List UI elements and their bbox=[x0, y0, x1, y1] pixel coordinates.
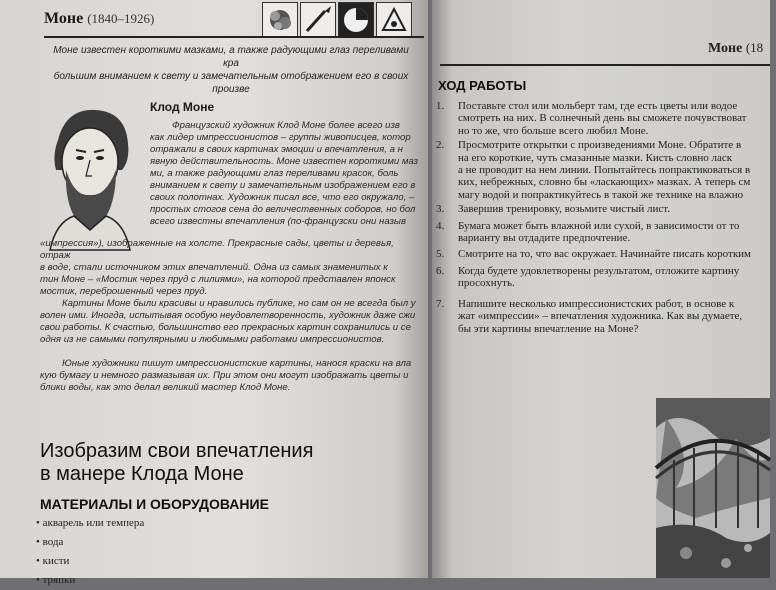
bio-line: свои работы. К счастью, большинство его прекрасных картин сохранились и се bbox=[40, 322, 411, 333]
intro-line: Моне известен короткими мазками, а также радующими глаз переливами кра bbox=[53, 45, 409, 69]
step-line: Напишите несколько импрессионистских работ, в основе к bbox=[458, 297, 735, 310]
right-header-rule bbox=[440, 64, 770, 66]
bio-line: Картины Моне были красивы и нравились публике, но сам он не всегда был у bbox=[62, 298, 416, 309]
section-heading-impressions bbox=[40, 440, 420, 486]
left-header-rule bbox=[44, 36, 424, 38]
step-number: 1. bbox=[436, 100, 445, 112]
step-item bbox=[436, 248, 776, 260]
step-line: просохнуть. bbox=[458, 277, 515, 290]
monet-bridge-painting-image bbox=[656, 398, 770, 578]
step-line: Бумага может быть влажной или сухой, в зависимости от то bbox=[458, 219, 740, 232]
step-line: варианту вы отдадите предпочтение. bbox=[458, 232, 631, 245]
step-item bbox=[436, 220, 776, 245]
right-header-title: Моне (18 bbox=[708, 40, 764, 56]
steps-list bbox=[436, 100, 776, 336]
step-line: смотреть на них. В солнечный день вы сможете почувствоват bbox=[458, 112, 747, 125]
step-line: Смотрите на то, что вас окружает. Начинайте писать коротким bbox=[458, 248, 752, 261]
right-page bbox=[432, 0, 770, 578]
step-item bbox=[436, 100, 776, 137]
bio-line: одня из не самыми популярными и любимыми работами импрессионистов. bbox=[40, 334, 385, 345]
step-number: 4. bbox=[436, 219, 445, 232]
list-item: • кисти bbox=[36, 552, 144, 571]
step-item bbox=[436, 265, 776, 290]
triangle-shape-icon bbox=[376, 2, 412, 38]
bio-line: отражали в своих картинах эмоции и впечатления, а н bbox=[150, 144, 403, 155]
intro-text bbox=[44, 44, 418, 96]
step-line: но то же, что больше всего любил Моне. bbox=[458, 124, 649, 137]
list-item: • тряпки bbox=[36, 571, 144, 590]
step-item bbox=[436, 139, 776, 201]
step-line: а не проводит на нем линии. Попытайтесь попрактиковаться в bbox=[458, 164, 751, 177]
bio-line: Французский художник Клод Моне более всего изв bbox=[172, 120, 400, 131]
step-number: 6. bbox=[436, 264, 445, 277]
step-item bbox=[436, 298, 776, 335]
materials-heading: МАТЕРИАЛЫ И ОБОРУДОВАНИЕ bbox=[40, 496, 269, 512]
bio-line: мостик, переброшенный через пруд. bbox=[40, 286, 208, 297]
left-page-header bbox=[44, 2, 424, 38]
bio-line: ми, а также радующими глаз переливами красок, боль bbox=[150, 168, 399, 179]
step-line: на его короткие, чуть смазанные мазки. Кисть словно ласк bbox=[458, 151, 733, 164]
bio-line: как лидер импрессионистов – группы живописцев, котор bbox=[150, 132, 411, 143]
step-line: Поставьте стол или мольберт там, где есть цветы или водое bbox=[458, 100, 738, 112]
bio-line: «импрессия»), изображенные на холсте. Прекрасные сады, цветы и деревья, отраж bbox=[40, 238, 394, 261]
steps-heading: ХОД РАБОТЫ bbox=[438, 78, 527, 93]
bio-line: Юные художники пишут импрессионистские картины, нанося краски на вла bbox=[62, 358, 412, 369]
step-line: Когда будете удовлетворены результатом, отложите картину bbox=[458, 264, 740, 277]
bio-line: простых стогов сена до величественных соборов, но бол bbox=[150, 204, 416, 215]
paintbrush-icon bbox=[300, 2, 336, 38]
bio-paragraph-1-cont bbox=[40, 238, 420, 298]
bio-paragraph-3 bbox=[40, 358, 420, 394]
bio-line: в воде, стали источником этих впечатлений. Одна из самых знаменитых к bbox=[40, 262, 388, 273]
right-header-years: (18 bbox=[745, 40, 764, 55]
list-item: • вода bbox=[36, 533, 144, 552]
list-item: • акварель или темпера bbox=[36, 514, 144, 533]
step-number: 7. bbox=[436, 297, 445, 310]
flower-icon bbox=[262, 2, 298, 38]
left-header-title: Моне (1840–1926) bbox=[44, 10, 155, 27]
monet-portrait-illustration bbox=[36, 100, 140, 250]
step-line: жат «импрессии» – впечатления художника. Как вы думаете, bbox=[458, 310, 743, 323]
step-line: магу водой и попрактикуйтесь в такой же технике на влажно bbox=[458, 188, 744, 201]
bio-paragraph-1 bbox=[150, 120, 420, 228]
intro-line: большим вниманием к свету и замечательным отображением его в своих произве bbox=[53, 71, 409, 95]
step-line: ких, небрежных, словно бы «ласкающих» мазках. А теперь см bbox=[458, 176, 751, 189]
bio-title: Клод Моне bbox=[150, 100, 215, 114]
bio-line: своих полотнах. Художник писал все, что его окружало, – bbox=[150, 192, 415, 203]
bio-line: блики воды, как это делал великий мастер Клод Моне. bbox=[40, 382, 291, 393]
bio-line: всего известны впечатления (по-французски они назыв bbox=[150, 216, 406, 227]
color-wheel-icon bbox=[338, 2, 374, 38]
left-header-years: (1840–1926) bbox=[87, 11, 155, 26]
heading-line: в манере Клода Моне bbox=[40, 463, 244, 485]
step-number: 5. bbox=[436, 248, 445, 261]
bio-line: тин Моне – «Мостик через пруд с лилиями», на которой представлен японск bbox=[40, 274, 396, 285]
step-line: Завершив тренировку, возьмите чистый лист. bbox=[458, 203, 670, 216]
bio-paragraph-2 bbox=[40, 298, 420, 346]
bio-line: явную действительность. Моне известен короткими маз bbox=[150, 156, 419, 167]
heading-line: Изобразим свои впечатления bbox=[40, 440, 314, 462]
bio-line: волен ими. Иногда, испытывая особую неудовлетворенность, художник даже сжи bbox=[40, 310, 416, 321]
step-number: 2. bbox=[436, 139, 445, 152]
step-item bbox=[436, 203, 776, 215]
materials-list bbox=[36, 514, 144, 590]
step-line: бы эти картины впечатление на Моне? bbox=[458, 322, 639, 335]
step-number: 3. bbox=[436, 203, 445, 216]
bio-line: кую бумагу и немного размазывая их. При этом они могут изображать цветы и bbox=[40, 370, 409, 381]
step-line: Просмотрите открытки с произведениями Моне. Обратите в bbox=[458, 139, 742, 152]
bio-line: вниманием к свету и замечательным изображением его в bbox=[150, 180, 416, 191]
